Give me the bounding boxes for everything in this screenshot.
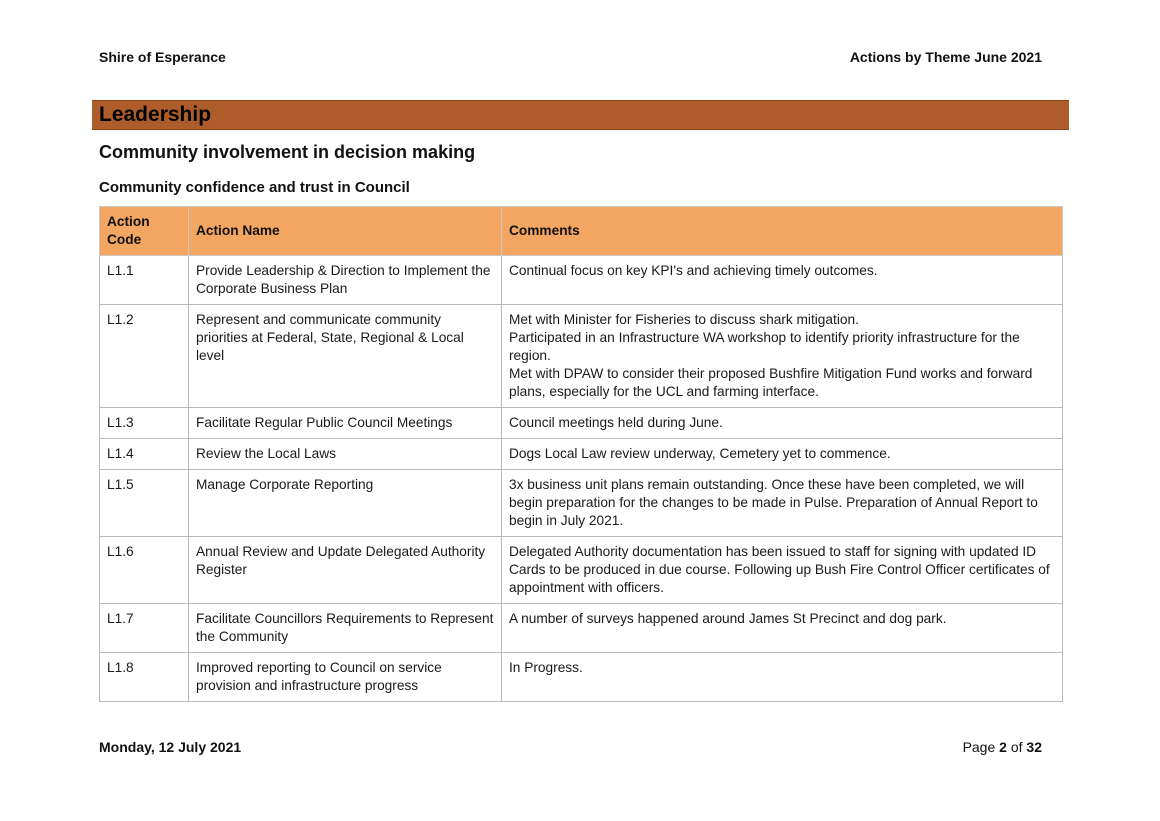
comments-cell	[502, 256, 1063, 305]
table-body	[100, 256, 1063, 702]
table-row	[100, 439, 1063, 470]
column-header-action-code: Action Code	[100, 207, 189, 256]
table-row	[100, 256, 1063, 305]
table-row	[100, 305, 1063, 408]
comment-line: In Progress.	[509, 660, 583, 675]
table-row	[100, 653, 1063, 702]
goal-heading: Community involvement in decision making	[99, 142, 476, 162]
action-code-cell: L1.1	[100, 256, 189, 305]
action-name-cell: Provide Leadership & Direction to Implement the Corporate Business Plan	[189, 256, 502, 305]
comments-cell	[502, 408, 1063, 439]
action-name-cell: Facilitate Regular Public Council Meetings	[189, 408, 502, 439]
action-code-cell: L1.5	[100, 470, 189, 537]
comments-cell	[502, 439, 1063, 470]
page-total: 32	[1026, 739, 1042, 755]
comments-cell	[502, 604, 1063, 653]
page-prefix: Page	[962, 739, 1000, 755]
action-name-cell: Represent and communicate community priorities at Federal, State, Regional & Local level	[189, 305, 502, 408]
action-name-cell: Annual Review and Update Delegated Authority Register	[189, 537, 502, 604]
action-code-cell: L1.4	[100, 439, 189, 470]
theme-title: Leadership	[99, 103, 212, 126]
table-row	[100, 470, 1063, 537]
comment-line: Dogs Local Law review underway, Cemetery yet to commence.	[509, 446, 891, 461]
table-row	[100, 408, 1063, 439]
comments-cell	[502, 305, 1063, 408]
comment-line: Continual focus on key KPI's and achieving timely outcomes.	[509, 263, 878, 278]
footer-page-number	[963, 739, 1042, 755]
page-of: of	[1006, 739, 1027, 755]
column-header-action-name: Action Name	[189, 207, 502, 256]
comments-cell	[502, 653, 1063, 702]
action-code-cell: L1.3	[100, 408, 189, 439]
comments-cell	[502, 470, 1063, 537]
action-code-cell: L1.2	[100, 305, 189, 408]
page-header-report-title: Actions by Theme June 2021	[849, 49, 1042, 65]
column-header-comments: Comments	[502, 207, 1063, 256]
action-code-cell: L1.6	[100, 537, 189, 604]
action-code-cell: L1.8	[100, 653, 189, 702]
comment-line: Met with Minister for Fisheries to discuss shark mitigation.	[509, 312, 859, 327]
table-header-row	[100, 207, 1063, 256]
action-name-cell: Improved reporting to Council on service provision and infrastructure progress	[189, 653, 502, 702]
table-row	[100, 604, 1063, 653]
comment-line: Participated in an Infrastructure WA workshop to identify priority infrastructure for the region.	[509, 330, 1020, 363]
action-code-cell: L1.7	[100, 604, 189, 653]
action-name-cell: Facilitate Councillors Requirements to Represent the Community	[189, 604, 502, 653]
comment-line: Met with DPAW to consider their proposed Bushfire Mitigation Fund works and forward plans, especially for the UCL and farming interface.	[509, 366, 1033, 399]
comment-line: A number of surveys happened around James St Precinct and dog park.	[509, 611, 947, 626]
table-row	[100, 537, 1063, 604]
actions-table	[99, 206, 1063, 702]
theme-banner	[92, 100, 1069, 130]
page-header-organisation: Shire of Esperance	[99, 49, 226, 65]
comments-cell	[502, 537, 1063, 604]
comment-line: Delegated Authority documentation has been issued to staff for signing with updated ID Cards to be produced in due course. Following up Bush Fire Control Officer certificates of appointment with officers.	[509, 544, 1050, 595]
outcome-heading: Community confidence and trust in Council	[99, 179, 410, 196]
comment-line: 3x business unit plans remain outstanding. Once these have been completed, we will begin preparation for the changes to be made in Pulse. Preparation of Annual Report to begin in July 2021.	[509, 477, 1038, 528]
action-name-cell: Review the Local Laws	[189, 439, 502, 470]
action-name-cell: Manage Corporate Reporting	[189, 470, 502, 537]
comment-line: Council meetings held during June.	[509, 415, 723, 430]
page-current: 2	[999, 739, 1007, 755]
footer-date: Monday, 12 July 2021	[99, 739, 242, 755]
